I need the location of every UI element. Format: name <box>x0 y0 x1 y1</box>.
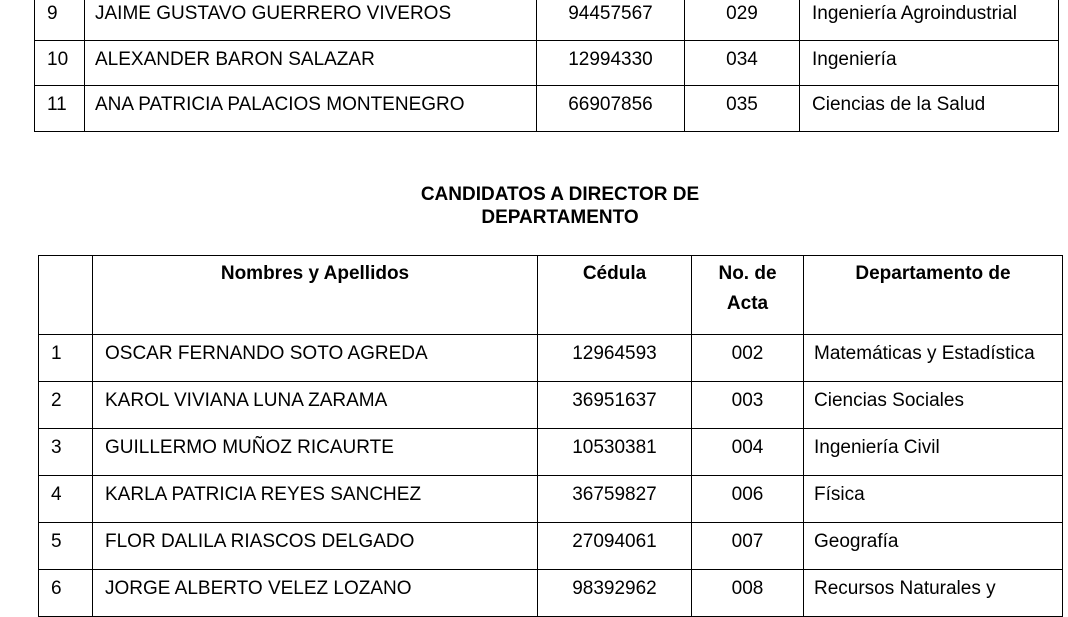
candidate-acta: 002 <box>692 335 804 382</box>
candidate-name: JORGE ALBERTO VELEZ LOZANO <box>93 570 538 617</box>
table-row <box>35 40 1059 86</box>
faculty-candidates-table <box>34 0 1059 132</box>
row-number: 10 <box>35 40 85 86</box>
candidate-acta: 035 <box>685 86 800 132</box>
row-number: 5 <box>39 523 93 570</box>
row-number: 6 <box>39 570 93 617</box>
candidate-department: Recursos Naturales y <box>804 570 1063 617</box>
section-heading <box>0 183 1068 229</box>
table-row <box>39 335 1063 382</box>
candidate-department: Geografía <box>804 523 1063 570</box>
header-acta-line1: No. de <box>718 263 777 284</box>
candidate-department: Ciencias Sociales <box>804 382 1063 429</box>
candidate-cedula: 10530381 <box>538 429 692 476</box>
row-number: 1 <box>39 335 93 382</box>
table-row <box>35 86 1059 132</box>
table-header-row <box>39 256 1063 335</box>
row-number: 11 <box>35 86 85 132</box>
candidate-cedula: 36759827 <box>538 476 692 523</box>
candidate-faculty: Ciencias de la Salud <box>800 86 1059 132</box>
candidate-acta: 029 <box>685 0 800 40</box>
row-number: 4 <box>39 476 93 523</box>
table-row <box>39 476 1063 523</box>
candidate-name: JAIME GUSTAVO GUERRERO VIVEROS <box>85 0 537 40</box>
candidate-acta: 008 <box>692 570 804 617</box>
candidate-name: KAROL VIVIANA LUNA ZARAMA <box>93 382 538 429</box>
header-cedula: Cédula <box>538 256 692 335</box>
table-row <box>35 0 1059 40</box>
department-candidates-table <box>38 255 1063 617</box>
candidate-cedula: 12964593 <box>538 335 692 382</box>
candidate-name: FLOR DALILA RIASCOS DELGADO <box>93 523 538 570</box>
header-department: Departamento de <box>804 256 1063 335</box>
candidate-faculty: Ingeniería <box>800 40 1059 86</box>
candidate-acta: 007 <box>692 523 804 570</box>
candidate-faculty: Ingeniería Agroindustrial <box>800 0 1059 40</box>
candidate-name: GUILLERMO MUÑOZ RICAURTE <box>93 429 538 476</box>
candidate-department: Ingeniería Civil <box>804 429 1063 476</box>
section-heading-line1: CANDIDATOS A DIRECTOR DE <box>420 184 700 205</box>
candidate-acta: 034 <box>685 40 800 86</box>
table-row <box>39 570 1063 617</box>
candidate-name: ALEXANDER BARON SALAZAR <box>85 40 537 86</box>
table-row <box>39 429 1063 476</box>
candidate-cedula: 27094061 <box>538 523 692 570</box>
header-name: Nombres y Apellidos <box>93 256 538 335</box>
candidate-department: Matemáticas y Estadística <box>804 335 1063 382</box>
candidate-cedula: 66907856 <box>537 86 685 132</box>
row-number: 2 <box>39 382 93 429</box>
candidate-department: Física <box>804 476 1063 523</box>
candidate-name: OSCAR FERNANDO SOTO AGREDA <box>93 335 538 382</box>
candidate-name: ANA PATRICIA PALACIOS MONTENEGRO <box>85 86 537 132</box>
candidate-acta: 004 <box>692 429 804 476</box>
candidate-cedula: 12994330 <box>537 40 685 86</box>
candidate-acta: 003 <box>692 382 804 429</box>
candidate-cedula: 36951637 <box>538 382 692 429</box>
candidate-acta: 006 <box>692 476 804 523</box>
candidate-cedula: 94457567 <box>537 0 685 40</box>
section-heading-line2: DEPARTAMENTO <box>481 207 639 228</box>
row-number: 3 <box>39 429 93 476</box>
candidate-cedula: 98392962 <box>538 570 692 617</box>
candidate-name: KARLA PATRICIA REYES SANCHEZ <box>93 476 538 523</box>
header-acta-line2: Acta <box>726 293 769 314</box>
row-number: 9 <box>35 0 85 40</box>
header-number <box>39 256 93 335</box>
table-row <box>39 382 1063 429</box>
header-acta <box>692 256 804 335</box>
table-row <box>39 523 1063 570</box>
